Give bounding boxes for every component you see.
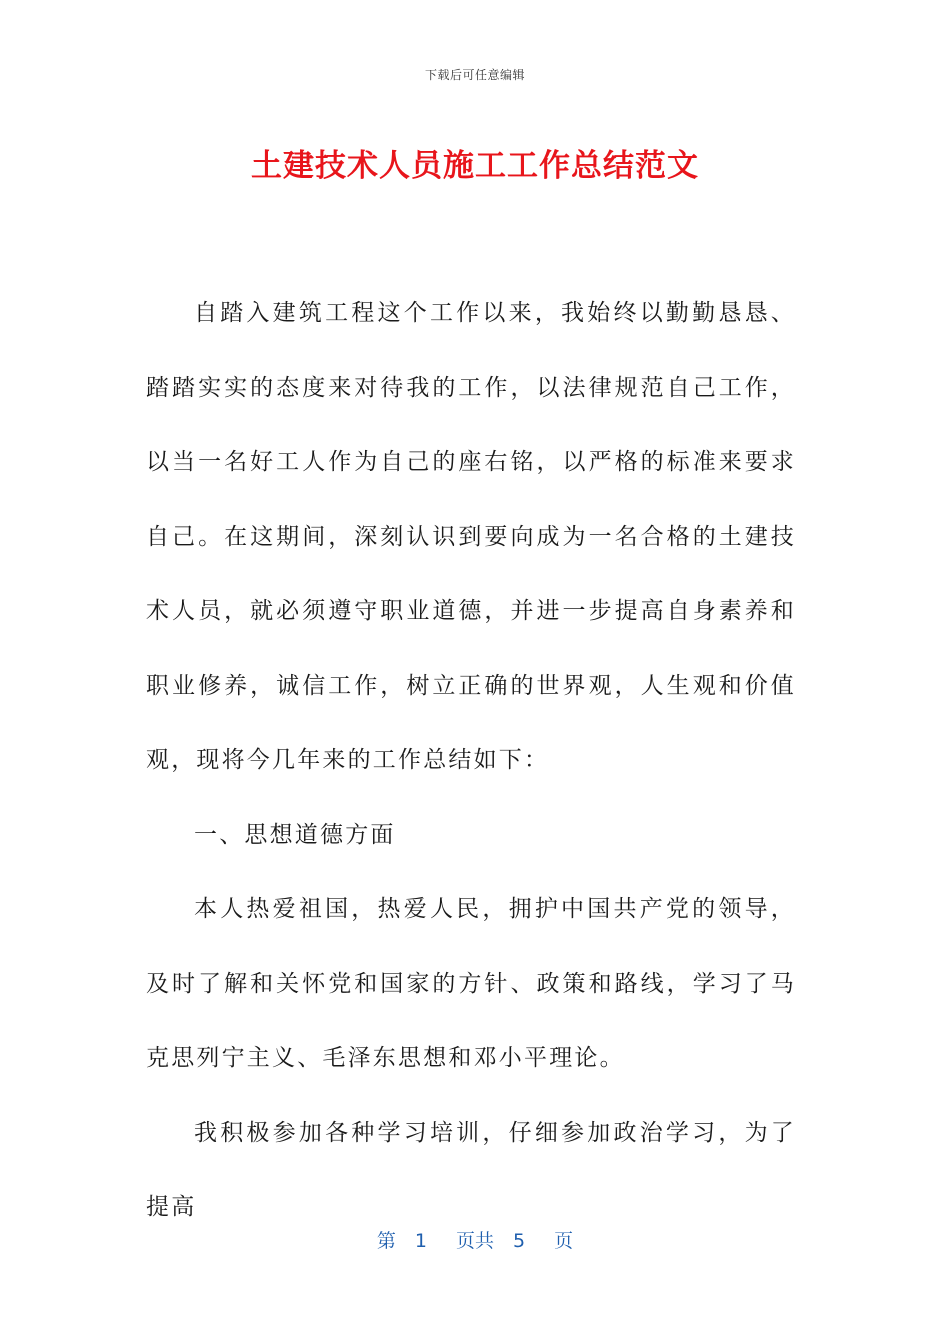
section-heading: 一、思想道德方面 — [194, 821, 396, 848]
document-body — [146, 276, 796, 1245]
page-number-label: 第 1 页共 5 页 — [376, 1230, 574, 1252]
body-paragraph: 自踏入建筑工程这个工作以来，我始终以勤勤恳恳、踏踏实实的态度来对待我的工作，以法律规范自己工作，以当一名好工人作为自己的座右铭，以严格的标准来要求自己。在这期间，深刻认识到要向成为一名合格的土建技术人员，就必须遵守职业道德，并进一步提高自身素养和职业修养，诚信工作，树立正确的世界观，人生观和价值观，现将今几年来的工作总结如下： — [146, 300, 796, 773]
page-footer — [0, 1226, 950, 1253]
header-note: 下载后可任意编辑 — [424, 68, 525, 82]
body-paragraph: 我积极参加各种学习培训，仔细参加政治学习，为了提高 — [146, 1119, 796, 1220]
body-paragraph: 本人热爱祖国，热爱人民，拥护中国共产党的领导，及时了解和关怀党和国家的方针、政策和路线，学习了马克思列宁主义、毛泽东思想和邓小平理论。 — [146, 896, 796, 1071]
document-title: 土建技术人员施工工作总结范文 — [251, 148, 699, 184]
